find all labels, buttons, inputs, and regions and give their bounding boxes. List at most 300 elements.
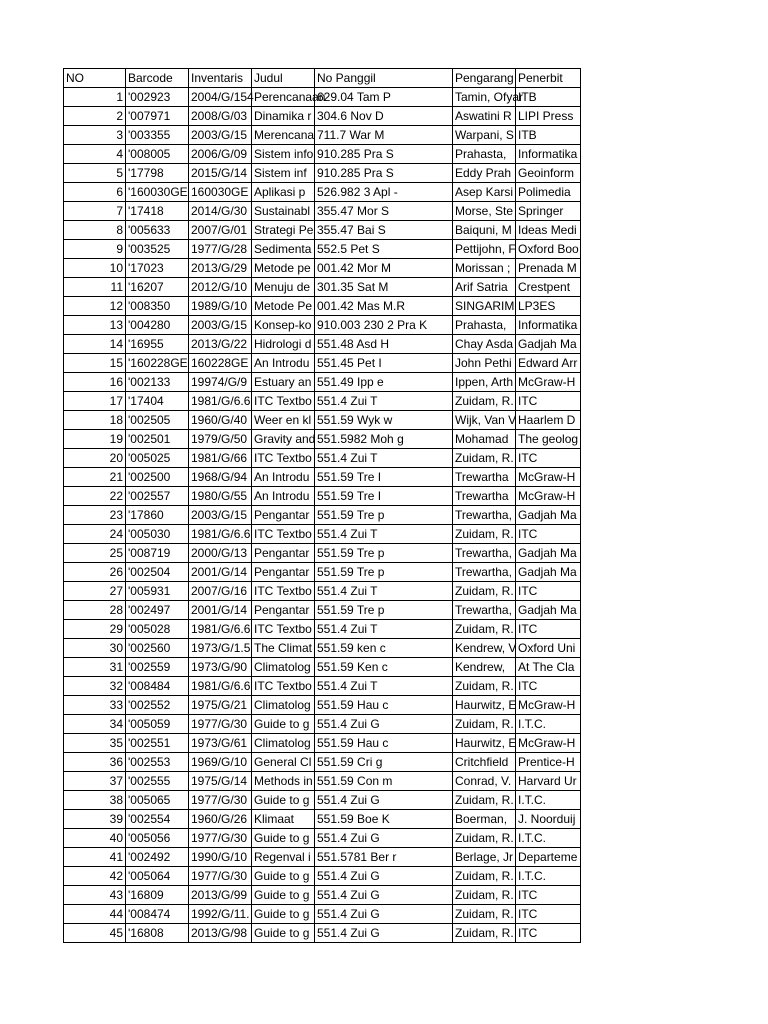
cell-inventaris[interactable]: 1981/G/66: [189, 449, 252, 468]
table-row[interactable]: [64, 145, 581, 164]
cell-no-panggil[interactable]: 551.59 Wyk w: [315, 411, 453, 430]
cell-inventaris[interactable]: 2001/G/14: [189, 601, 252, 620]
table-row[interactable]: [64, 164, 581, 183]
table-row[interactable]: [64, 677, 581, 696]
cell-inventaris[interactable]: 1990/G/10: [189, 848, 252, 867]
table-row[interactable]: [64, 354, 581, 373]
cell-inventaris[interactable]: 1973/G/1.5: [189, 639, 252, 658]
cell-pengarang[interactable]: Trewartha,: [453, 563, 516, 582]
cell-inventaris[interactable]: 1981/G/6.6: [189, 525, 252, 544]
cell-judul[interactable]: Merencana: [252, 126, 315, 145]
cell-barcode[interactable]: '16808: [126, 924, 189, 943]
table-row[interactable]: [64, 772, 581, 791]
cell-penerbit[interactable]: McGraw-H: [516, 696, 581, 715]
cell-barcode[interactable]: '16955: [126, 335, 189, 354]
cell-penerbit[interactable]: Polimedia: [516, 183, 581, 202]
cell-pengarang[interactable]: Boerman,: [453, 810, 516, 829]
cell-pengarang[interactable]: Wijk, Van V: [453, 411, 516, 430]
cell-no[interactable]: 36: [64, 753, 126, 772]
cell-penerbit[interactable]: ITC: [516, 582, 581, 601]
table-row[interactable]: [64, 525, 581, 544]
cell-barcode[interactable]: '002923: [126, 88, 189, 107]
cell-inventaris[interactable]: 2013/G/98: [189, 924, 252, 943]
cell-penerbit[interactable]: Crestpent: [516, 278, 581, 297]
cell-judul[interactable]: Aplikasi p: [252, 183, 315, 202]
cell-no[interactable]: 16: [64, 373, 126, 392]
table-row[interactable]: [64, 468, 581, 487]
table-row[interactable]: [64, 202, 581, 221]
cell-judul[interactable]: ITC Textbo: [252, 677, 315, 696]
cell-penerbit[interactable]: ITC: [516, 620, 581, 639]
cell-inventaris[interactable]: 1989/G/10: [189, 297, 252, 316]
cell-no-panggil[interactable]: 910.285 Pra S: [315, 145, 453, 164]
cell-penerbit[interactable]: Prentice-H: [516, 753, 581, 772]
cell-no[interactable]: 1: [64, 88, 126, 107]
cell-no-panggil[interactable]: 551.59 Con m: [315, 772, 453, 791]
table-row[interactable]: [64, 753, 581, 772]
cell-judul[interactable]: Pengantar: [252, 544, 315, 563]
cell-barcode[interactable]: '17023: [126, 259, 189, 278]
table-row[interactable]: [64, 240, 581, 259]
cell-penerbit[interactable]: Harvard Ur: [516, 772, 581, 791]
cell-pengarang[interactable]: Berlage, Jr: [453, 848, 516, 867]
cell-barcode[interactable]: '005633: [126, 221, 189, 240]
cell-no-panggil[interactable]: 551.48 Asd H: [315, 335, 453, 354]
cell-no-panggil[interactable]: 304.6 Nov D: [315, 107, 453, 126]
cell-pengarang[interactable]: Haurwitz, E: [453, 696, 516, 715]
cell-no[interactable]: 32: [64, 677, 126, 696]
cell-penerbit[interactable]: ITC: [516, 905, 581, 924]
cell-pengarang[interactable]: Tamin, Ofyar: [453, 88, 516, 107]
cell-barcode[interactable]: '007971: [126, 107, 189, 126]
table-row[interactable]: [64, 373, 581, 392]
table-row[interactable]: [64, 905, 581, 924]
cell-penerbit[interactable]: Informatika: [516, 316, 581, 335]
cell-no-panggil[interactable]: 551.59 Tre p: [315, 563, 453, 582]
cell-penerbit[interactable]: I.T.C.: [516, 715, 581, 734]
table-row[interactable]: [64, 544, 581, 563]
cell-judul[interactable]: Menuju de: [252, 278, 315, 297]
cell-inventaris[interactable]: 2006/G/09: [189, 145, 252, 164]
cell-barcode[interactable]: '002559: [126, 658, 189, 677]
cell-no[interactable]: 30: [64, 639, 126, 658]
cell-pengarang[interactable]: Zuidam, R.: [453, 677, 516, 696]
cell-penerbit[interactable]: I.T.C.: [516, 867, 581, 886]
cell-pengarang[interactable]: Eddy Prah: [453, 164, 516, 183]
cell-judul[interactable]: Perencanaan: [252, 88, 315, 107]
cell-inventaris[interactable]: 2013/G/22: [189, 335, 252, 354]
table-row[interactable]: [64, 734, 581, 753]
cell-penerbit[interactable]: ITC: [516, 886, 581, 905]
cell-barcode[interactable]: '002497: [126, 601, 189, 620]
cell-penerbit[interactable]: Geoinform: [516, 164, 581, 183]
cell-no[interactable]: 14: [64, 335, 126, 354]
cell-barcode[interactable]: '16207: [126, 278, 189, 297]
cell-penerbit[interactable]: ITC: [516, 392, 581, 411]
cell-inventaris[interactable]: 1973/G/90: [189, 658, 252, 677]
cell-no-panggil[interactable]: 551.4 Zui G: [315, 715, 453, 734]
cell-inventaris[interactable]: 1981/G/6.6: [189, 620, 252, 639]
cell-pengarang[interactable]: Zuidam, R.: [453, 886, 516, 905]
cell-penerbit[interactable]: J. Noorduij: [516, 810, 581, 829]
cell-inventaris[interactable]: 2004/G/154: [189, 88, 252, 107]
table-row[interactable]: [64, 297, 581, 316]
cell-barcode[interactable]: '005025: [126, 449, 189, 468]
cell-barcode[interactable]: '17418: [126, 202, 189, 221]
cell-judul[interactable]: Guide to g: [252, 905, 315, 924]
cell-no-panggil[interactable]: 551.4 Zui G: [315, 829, 453, 848]
cell-pengarang[interactable]: Zuidam, R.: [453, 525, 516, 544]
cell-barcode[interactable]: '005059: [126, 715, 189, 734]
cell-no[interactable]: 2: [64, 107, 126, 126]
cell-penerbit[interactable]: ITB: [516, 88, 581, 107]
cell-judul[interactable]: ITC Textbo: [252, 392, 315, 411]
cell-no[interactable]: 9: [64, 240, 126, 259]
cell-barcode[interactable]: '002552: [126, 696, 189, 715]
table-row[interactable]: [64, 88, 581, 107]
cell-penerbit[interactable]: I.T.C.: [516, 829, 581, 848]
cell-barcode[interactable]: '16809: [126, 886, 189, 905]
cell-penerbit[interactable]: The geolog: [516, 430, 581, 449]
cell-judul[interactable]: Hidrologi d: [252, 335, 315, 354]
cell-penerbit[interactable]: Oxford Boo: [516, 240, 581, 259]
column-header-no[interactable]: NO: [64, 69, 126, 88]
cell-judul[interactable]: ITC Textbo: [252, 582, 315, 601]
cell-judul[interactable]: Metode pe: [252, 259, 315, 278]
cell-judul[interactable]: Guide to g: [252, 829, 315, 848]
cell-penerbit[interactable]: Ideas Medi: [516, 221, 581, 240]
table-row[interactable]: [64, 126, 581, 145]
cell-pengarang[interactable]: Mohamad: [453, 430, 516, 449]
cell-inventaris[interactable]: 1977/G/28: [189, 240, 252, 259]
cell-barcode[interactable]: '002555: [126, 772, 189, 791]
cell-judul[interactable]: Guide to g: [252, 886, 315, 905]
cell-penerbit[interactable]: ITC: [516, 677, 581, 696]
cell-barcode[interactable]: '002505: [126, 411, 189, 430]
cell-no-panggil[interactable]: 355.47 Bai S: [315, 221, 453, 240]
cell-no[interactable]: 7: [64, 202, 126, 221]
cell-inventaris[interactable]: 2007/G/01: [189, 221, 252, 240]
cell-penerbit[interactable]: McGraw-H: [516, 468, 581, 487]
cell-pengarang[interactable]: Warpani, S: [453, 126, 516, 145]
cell-pengarang[interactable]: Baiquni, M: [453, 221, 516, 240]
cell-judul[interactable]: Sistem info: [252, 145, 315, 164]
cell-no-panggil[interactable]: 551.4 Zui T: [315, 449, 453, 468]
cell-penerbit[interactable]: ITC: [516, 449, 581, 468]
cell-no[interactable]: 3: [64, 126, 126, 145]
cell-inventaris[interactable]: 1969/G/10: [189, 753, 252, 772]
table-row[interactable]: [64, 639, 581, 658]
table-row[interactable]: [64, 183, 581, 202]
cell-penerbit[interactable]: Springer: [516, 202, 581, 221]
cell-no[interactable]: 18: [64, 411, 126, 430]
cell-no-panggil[interactable]: 001.42 Mas M.R: [315, 297, 453, 316]
cell-penerbit[interactable]: Gadjah Ma: [516, 563, 581, 582]
cell-no[interactable]: 29: [64, 620, 126, 639]
cell-no-panggil[interactable]: 551.4 Zui G: [315, 905, 453, 924]
cell-no[interactable]: 22: [64, 487, 126, 506]
cell-judul[interactable]: Climatolog: [252, 696, 315, 715]
cell-penerbit[interactable]: LP3ES: [516, 297, 581, 316]
cell-pengarang[interactable]: Zuidam, R.: [453, 905, 516, 924]
cell-barcode[interactable]: '160030GE: [126, 183, 189, 202]
cell-judul[interactable]: Pengantar: [252, 506, 315, 525]
cell-pengarang[interactable]: Critchfield: [453, 753, 516, 772]
cell-inventaris[interactable]: 160030GE: [189, 183, 252, 202]
cell-inventaris[interactable]: 2007/G/16: [189, 582, 252, 601]
cell-no[interactable]: 8: [64, 221, 126, 240]
cell-penerbit[interactable]: Departeme: [516, 848, 581, 867]
cell-no-panggil[interactable]: 551.59 Cri g: [315, 753, 453, 772]
table-row[interactable]: [64, 715, 581, 734]
cell-inventaris[interactable]: 1977/G/30: [189, 829, 252, 848]
cell-inventaris[interactable]: 1979/G/50: [189, 430, 252, 449]
cell-pengarang[interactable]: Trewartha,: [453, 544, 516, 563]
cell-penerbit[interactable]: Prenada M: [516, 259, 581, 278]
cell-no-panggil[interactable]: 551.59 Tre I: [315, 487, 453, 506]
cell-barcode[interactable]: '008005: [126, 145, 189, 164]
cell-pengarang[interactable]: Trewartha,: [453, 601, 516, 620]
cell-barcode[interactable]: '17798: [126, 164, 189, 183]
table-row[interactable]: [64, 791, 581, 810]
cell-no-panggil[interactable]: 629.04 Tam P: [315, 88, 453, 107]
cell-inventaris[interactable]: 2014/G/30: [189, 202, 252, 221]
cell-barcode[interactable]: '008719: [126, 544, 189, 563]
cell-no[interactable]: 33: [64, 696, 126, 715]
cell-barcode[interactable]: '003525: [126, 240, 189, 259]
cell-barcode[interactable]: '002133: [126, 373, 189, 392]
column-header-judul[interactable]: Judul: [252, 69, 315, 88]
cell-no[interactable]: 10: [64, 259, 126, 278]
cell-judul[interactable]: The Climat: [252, 639, 315, 658]
cell-barcode[interactable]: '17860: [126, 506, 189, 525]
cell-no-panggil[interactable]: 551.59 Boe K: [315, 810, 453, 829]
cell-no-panggil[interactable]: 711.7 War M: [315, 126, 453, 145]
cell-no-panggil[interactable]: 551.45 Pet I: [315, 354, 453, 373]
cell-pengarang[interactable]: Trewartha,: [453, 506, 516, 525]
table-row[interactable]: [64, 411, 581, 430]
cell-penerbit[interactable]: Oxford Uni: [516, 639, 581, 658]
cell-judul[interactable]: Weer en kl: [252, 411, 315, 430]
cell-pengarang[interactable]: Morissan ;: [453, 259, 516, 278]
cell-judul[interactable]: Pengantar: [252, 563, 315, 582]
cell-inventaris[interactable]: 2015/G/14: [189, 164, 252, 183]
cell-judul[interactable]: Metode Pe: [252, 297, 315, 316]
table-row[interactable]: [64, 886, 581, 905]
column-header-penerbit[interactable]: Penerbit: [516, 69, 581, 88]
cell-judul[interactable]: Guide to g: [252, 791, 315, 810]
cell-barcode[interactable]: '005056: [126, 829, 189, 848]
cell-no[interactable]: 25: [64, 544, 126, 563]
cell-inventaris[interactable]: 1973/G/61: [189, 734, 252, 753]
cell-pengarang[interactable]: Conrad, V.: [453, 772, 516, 791]
cell-no[interactable]: 37: [64, 772, 126, 791]
cell-no-panggil[interactable]: 301.35 Sat M: [315, 278, 453, 297]
cell-penerbit[interactable]: Gadjah Ma: [516, 335, 581, 354]
cell-no[interactable]: 43: [64, 886, 126, 905]
table-row[interactable]: [64, 620, 581, 639]
cell-no[interactable]: 21: [64, 468, 126, 487]
cell-barcode[interactable]: '002492: [126, 848, 189, 867]
cell-barcode[interactable]: '005064: [126, 867, 189, 886]
cell-penerbit[interactable]: I.T.C.: [516, 791, 581, 810]
table-row[interactable]: [64, 924, 581, 943]
cell-no-panggil[interactable]: 355.47 Mor S: [315, 202, 453, 221]
cell-inventaris[interactable]: 160228GE: [189, 354, 252, 373]
cell-penerbit[interactable]: Edward Arr: [516, 354, 581, 373]
cell-no-panggil[interactable]: 552.5 Pet S: [315, 240, 453, 259]
table-row[interactable]: [64, 563, 581, 582]
cell-penerbit[interactable]: Gadjah Ma: [516, 601, 581, 620]
cell-judul[interactable]: Sistem inf: [252, 164, 315, 183]
cell-no-panggil[interactable]: 551.4 Zui T: [315, 677, 453, 696]
cell-judul[interactable]: Sustainabl: [252, 202, 315, 221]
cell-no[interactable]: 44: [64, 905, 126, 924]
table-row[interactable]: [64, 506, 581, 525]
cell-no[interactable]: 42: [64, 867, 126, 886]
cell-barcode[interactable]: '008474: [126, 905, 189, 924]
cell-barcode[interactable]: '008350: [126, 297, 189, 316]
cell-penerbit[interactable]: ITB: [516, 126, 581, 145]
cell-pengarang[interactable]: Ippen, Arth: [453, 373, 516, 392]
cell-barcode[interactable]: '002501: [126, 430, 189, 449]
cell-pengarang[interactable]: Zuidam, R.: [453, 867, 516, 886]
cell-inventaris[interactable]: 19974/G/9: [189, 373, 252, 392]
cell-barcode[interactable]: '002553: [126, 753, 189, 772]
cell-barcode[interactable]: '002551: [126, 734, 189, 753]
table-row[interactable]: [64, 582, 581, 601]
cell-inventaris[interactable]: 2008/G/03: [189, 107, 252, 126]
cell-judul[interactable]: Guide to g: [252, 867, 315, 886]
cell-no-panggil[interactable]: 551.49 Ipp e: [315, 373, 453, 392]
cell-no-panggil[interactable]: 551.4 Zui G: [315, 886, 453, 905]
cell-no[interactable]: 11: [64, 278, 126, 297]
cell-barcode[interactable]: '002504: [126, 563, 189, 582]
cell-no-panggil[interactable]: 551.4 Zui T: [315, 392, 453, 411]
cell-barcode[interactable]: '002554: [126, 810, 189, 829]
cell-barcode[interactable]: '002557: [126, 487, 189, 506]
column-header-no-panggil[interactable]: No Panggil: [315, 69, 453, 88]
cell-no[interactable]: 24: [64, 525, 126, 544]
cell-pengarang[interactable]: Kendrew,: [453, 658, 516, 677]
cell-inventaris[interactable]: 2000/G/13: [189, 544, 252, 563]
cell-inventaris[interactable]: 1977/G/30: [189, 715, 252, 734]
cell-no[interactable]: 4: [64, 145, 126, 164]
cell-inventaris[interactable]: 1960/G/26: [189, 810, 252, 829]
cell-penerbit[interactable]: LIPI Press: [516, 107, 581, 126]
cell-penerbit[interactable]: Informatika: [516, 145, 581, 164]
cell-pengarang[interactable]: Arif Satria: [453, 278, 516, 297]
cell-pengarang[interactable]: John Pethi: [453, 354, 516, 373]
cell-no[interactable]: 13: [64, 316, 126, 335]
table-row[interactable]: [64, 259, 581, 278]
cell-no-panggil[interactable]: 551.4 Zui G: [315, 867, 453, 886]
table-row[interactable]: [64, 107, 581, 126]
cell-penerbit[interactable]: Gadjah Ma: [516, 506, 581, 525]
table-row[interactable]: [64, 487, 581, 506]
cell-no[interactable]: 12: [64, 297, 126, 316]
cell-judul[interactable]: An Introdu: [252, 468, 315, 487]
cell-judul[interactable]: Strategi Pe: [252, 221, 315, 240]
cell-no-panggil[interactable]: 551.59 Ken c: [315, 658, 453, 677]
cell-penerbit[interactable]: Haarlem D: [516, 411, 581, 430]
cell-no-panggil[interactable]: 551.4 Zui T: [315, 582, 453, 601]
cell-judul[interactable]: Guide to g: [252, 715, 315, 734]
cell-barcode[interactable]: '005028: [126, 620, 189, 639]
cell-no-panggil[interactable]: 551.4 Zui G: [315, 791, 453, 810]
table-row[interactable]: [64, 658, 581, 677]
cell-inventaris[interactable]: 2003/G/15: [189, 316, 252, 335]
cell-judul[interactable]: Konsep-ko: [252, 316, 315, 335]
column-header-barcode[interactable]: Barcode: [126, 69, 189, 88]
cell-no-panggil[interactable]: 910.285 Pra S: [315, 164, 453, 183]
cell-pengarang[interactable]: Chay Asda: [453, 335, 516, 354]
cell-inventaris[interactable]: 1981/G/6.6: [189, 392, 252, 411]
cell-inventaris[interactable]: 1975/G/14: [189, 772, 252, 791]
table-row[interactable]: [64, 278, 581, 297]
cell-barcode[interactable]: '005931: [126, 582, 189, 601]
cell-penerbit[interactable]: ITC: [516, 525, 581, 544]
cell-judul[interactable]: Regenval i: [252, 848, 315, 867]
cell-no[interactable]: 17: [64, 392, 126, 411]
cell-pengarang[interactable]: Aswatini R: [453, 107, 516, 126]
cell-no-panggil[interactable]: 551.5982 Moh g: [315, 430, 453, 449]
cell-pengarang[interactable]: Trewartha: [453, 487, 516, 506]
cell-inventaris[interactable]: 1977/G/30: [189, 867, 252, 886]
cell-no[interactable]: 27: [64, 582, 126, 601]
cell-no[interactable]: 20: [64, 449, 126, 468]
cell-no-panggil[interactable]: 551.59 Hau c: [315, 696, 453, 715]
cell-inventaris[interactable]: 2012/G/10: [189, 278, 252, 297]
cell-judul[interactable]: Climatolog: [252, 734, 315, 753]
cell-no[interactable]: 15: [64, 354, 126, 373]
cell-no-panggil[interactable]: 551.59 Tre p: [315, 601, 453, 620]
cell-no[interactable]: 39: [64, 810, 126, 829]
cell-judul[interactable]: Klimaat: [252, 810, 315, 829]
cell-inventaris[interactable]: 1975/G/21: [189, 696, 252, 715]
cell-pengarang[interactable]: Zuidam, R.: [453, 582, 516, 601]
cell-judul[interactable]: Climatolog: [252, 658, 315, 677]
cell-no-panggil[interactable]: 551.5781 Ber r: [315, 848, 453, 867]
cell-penerbit[interactable]: ITC: [516, 924, 581, 943]
cell-inventaris[interactable]: 1968/G/94: [189, 468, 252, 487]
cell-pengarang[interactable]: Zuidam, R.: [453, 829, 516, 848]
table-row[interactable]: [64, 430, 581, 449]
cell-no-panggil[interactable]: 526.982 3 Apl -: [315, 183, 453, 202]
table-row[interactable]: [64, 848, 581, 867]
cell-judul[interactable]: General Cl: [252, 753, 315, 772]
table-row[interactable]: [64, 392, 581, 411]
table-row[interactable]: [64, 601, 581, 620]
table-row[interactable]: [64, 810, 581, 829]
cell-judul[interactable]: Gravity and: [252, 430, 315, 449]
cell-no-panggil[interactable]: 551.59 Tre p: [315, 506, 453, 525]
cell-penerbit[interactable]: At The Cla: [516, 658, 581, 677]
cell-inventaris[interactable]: 2013/G/99: [189, 886, 252, 905]
cell-judul[interactable]: Estuary an: [252, 373, 315, 392]
cell-judul[interactable]: ITC Textbo: [252, 525, 315, 544]
cell-pengarang[interactable]: Asep Karsi: [453, 183, 516, 202]
cell-barcode[interactable]: '004280: [126, 316, 189, 335]
table-row[interactable]: [64, 221, 581, 240]
cell-no-panggil[interactable]: 910.003 230 2 Pra K: [315, 316, 453, 335]
cell-pengarang[interactable]: Prahasta,: [453, 145, 516, 164]
table-row[interactable]: [64, 316, 581, 335]
cell-no[interactable]: 38: [64, 791, 126, 810]
cell-pengarang[interactable]: Prahasta,: [453, 316, 516, 335]
cell-barcode[interactable]: '008484: [126, 677, 189, 696]
cell-judul[interactable]: Sedimenta: [252, 240, 315, 259]
